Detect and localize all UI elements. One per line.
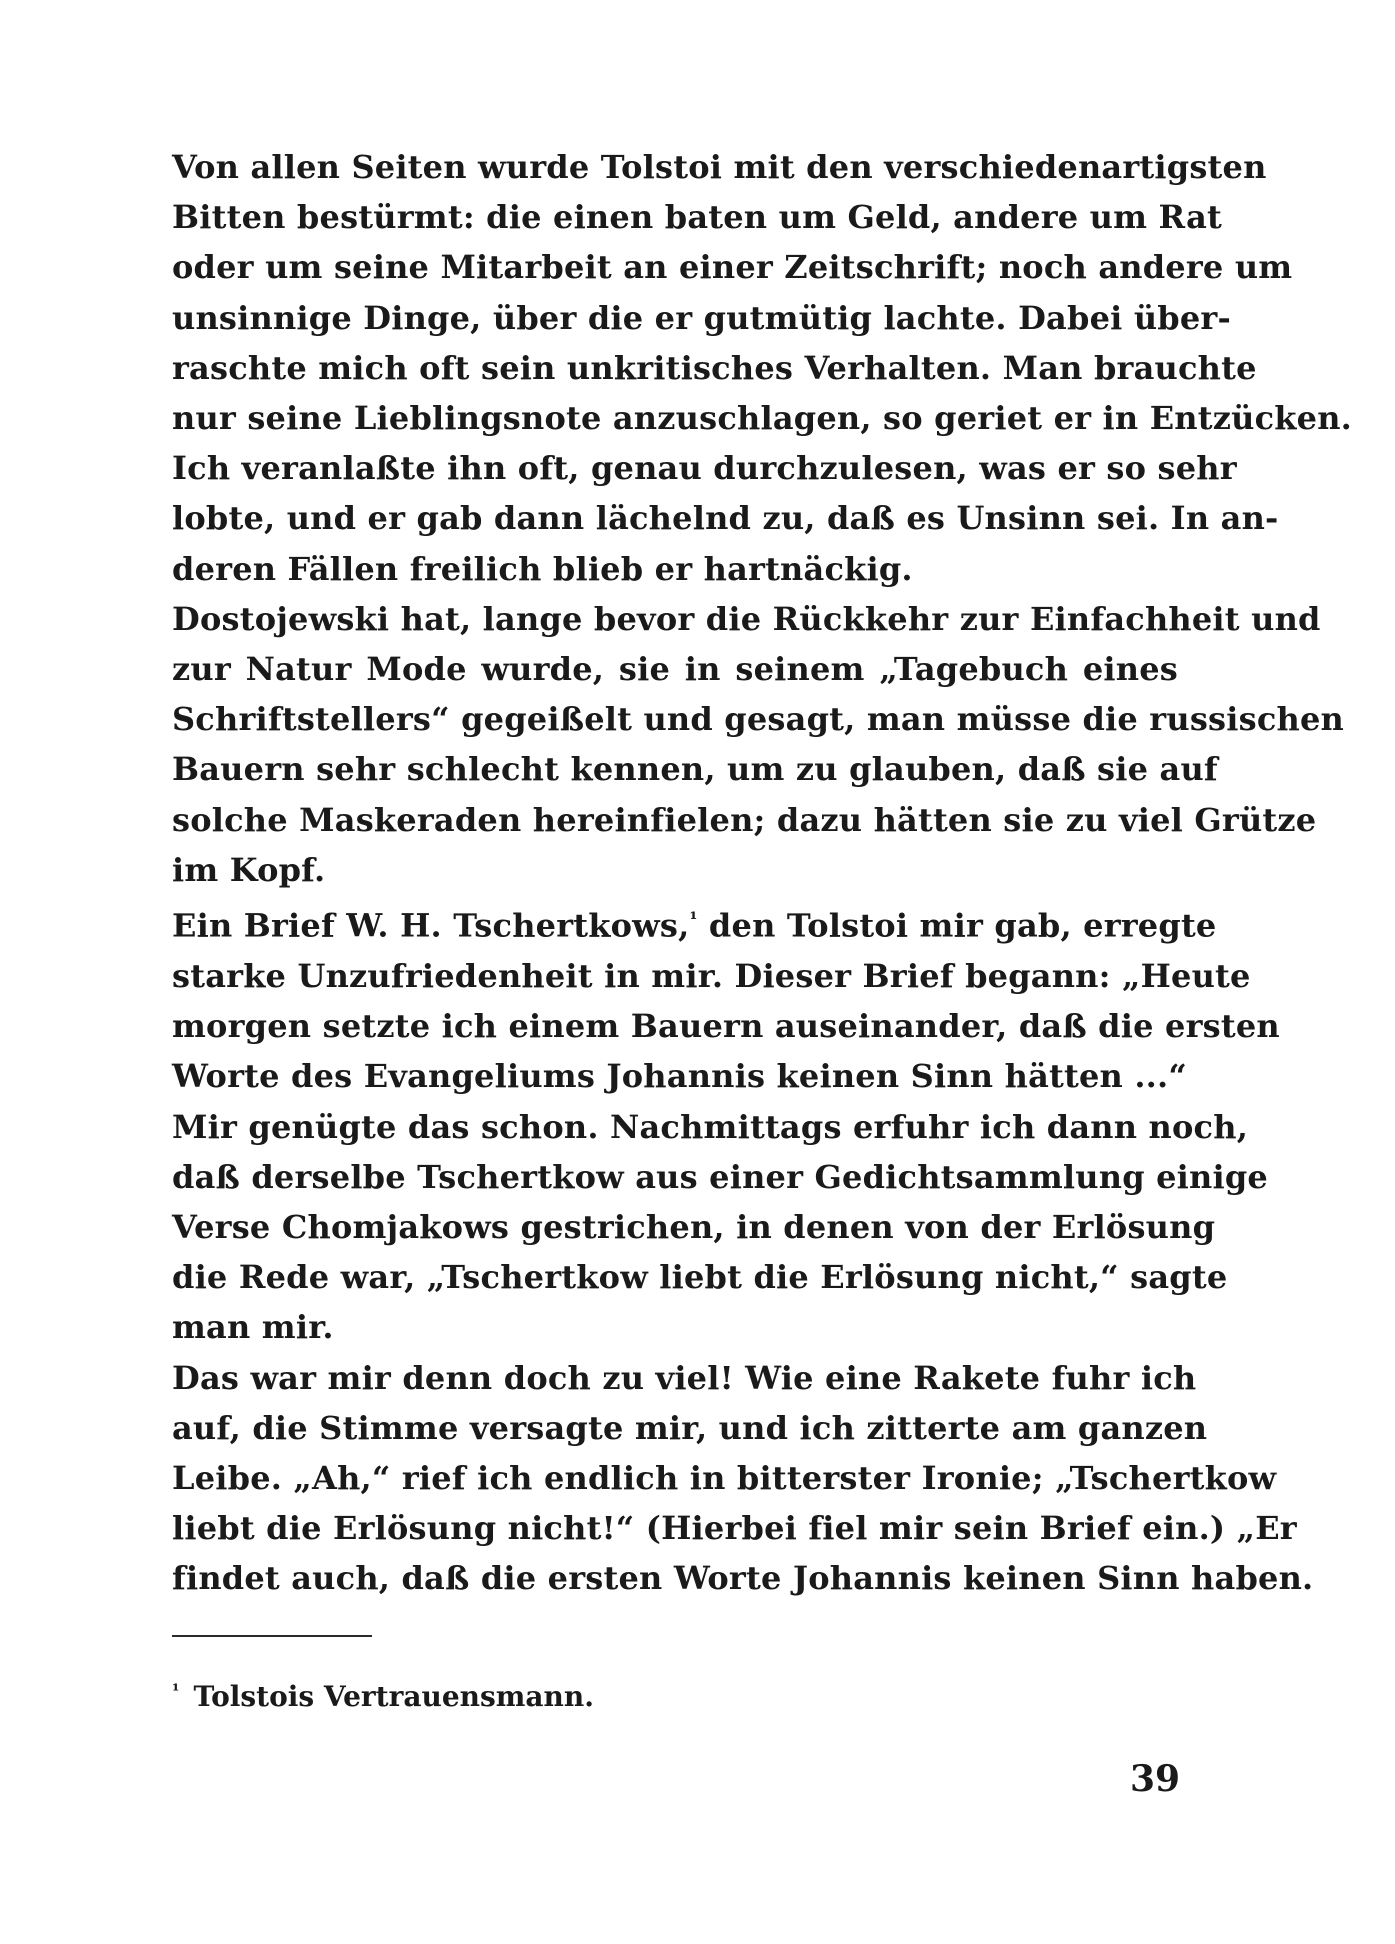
paragraph-2 [172, 594, 1345, 895]
text-line: daß derselbe Tschertkow aus einer Gedichtsammlung einige [172, 1157, 1268, 1196]
main-text [172, 142, 1353, 1604]
text-line: auf, die Stimme versagte mir, und ich zitterte am ganzen [172, 1408, 1208, 1447]
text-line: unsinnige Dinge, über die er gutmütig lachte. Dabei über- [172, 298, 1231, 337]
text-line: Bauern sehr schlecht kennen, um zu glauben, daß sie auf [172, 750, 1218, 789]
page-number: 39 [1130, 1758, 1181, 1800]
text-line: liebt die Erlösung nicht!“ (Hierbei fiel mir sein Brief ein.) „Er [172, 1509, 1297, 1548]
footnote-divider [172, 1635, 372, 1637]
line-segment: den Tolstoi mir gab, erregte [697, 906, 1217, 945]
text-line: Ich veranlaßte ihn oft, genau durchzulesen, was er so sehr [172, 449, 1237, 488]
text-line: oder um seine Mitarbeit an einer Zeitschrift; noch andere um [172, 248, 1293, 287]
text-line: Leibe. „Ah,“ rief ich endlich in bitterster Ironie; „Tschertkow [172, 1458, 1277, 1497]
text-line: Von allen Seiten wurde Tolstoi mit den verschiedenartigsten [172, 148, 1267, 186]
footnote-text: Tolstois Vertrauensmann. [193, 1680, 594, 1713]
footnote [172, 1680, 594, 1713]
text-line: raschte mich oft sein unkritisches Verhalten. Man brauchte [172, 348, 1257, 387]
line-segment: Ein Brief W. H. Tschertkows, [172, 906, 690, 945]
text-line: Worte des Evangeliums Johannis keinen Sinn hätten ...“ [172, 1057, 1187, 1096]
text-line: Verse Chomjakows gestrichen, in denen von der Erlösung [172, 1207, 1216, 1246]
footnote-mark: ¹ [172, 1680, 180, 1701]
text-line: deren Fällen freilich blieb er hartnäckig. [172, 549, 913, 588]
text-line: nur seine Lieblingsnote anzuschlagen, so geriet er in Entzücken. [172, 399, 1353, 438]
text-line: starke Unzufriedenheit in mir. Dieser Brief begann: „Heute [172, 956, 1251, 995]
text-line: Das war mir denn doch zu viel! Wie eine Rakete fuhr ich [172, 1358, 1197, 1397]
text-line [172, 895, 1217, 951]
text-line: solche Maskeraden hereinfielen; dazu hätten sie zu viel Grütze [172, 800, 1317, 839]
paragraph-3 [172, 895, 1280, 1352]
text-line: findet auch, daß die ersten Worte Johannis keinen Sinn haben. [172, 1559, 1314, 1598]
paragraph-4 [172, 1353, 1314, 1604]
text-line: Mir genügte das schon. Nachmittags erfuhr ich dann noch, [172, 1107, 1249, 1146]
text-line: Dostojewski hat, lange bevor die Rückkehr zur Einfachheit und [172, 599, 1321, 638]
text-line: morgen setzte ich einem Bauern auseinander, daß die ersten [172, 1007, 1280, 1046]
text-line: zur Natur Mode wurde, sie in seinem „Tagebuch eines [172, 650, 1178, 689]
text-line: lobte, und er gab dann lächelnd zu, daß es Unsinn sei. In an- [172, 499, 1279, 538]
text-line: Schriftstellers“ gegeißelt und gesagt, man müsse die russischen [172, 700, 1345, 739]
text-line: man mir. [172, 1308, 334, 1347]
text-line: im Kopf. [172, 850, 326, 889]
text-line: Bitten bestürmt: die einen baten um Geld, andere um Rat [172, 198, 1222, 237]
paragraph-1 [172, 142, 1353, 594]
text-line: die Rede war, „Tschertkow liebt die Erlösung nicht,“ sagte [172, 1258, 1228, 1297]
footnote-reference[interactable]: ¹ [689, 909, 698, 931]
